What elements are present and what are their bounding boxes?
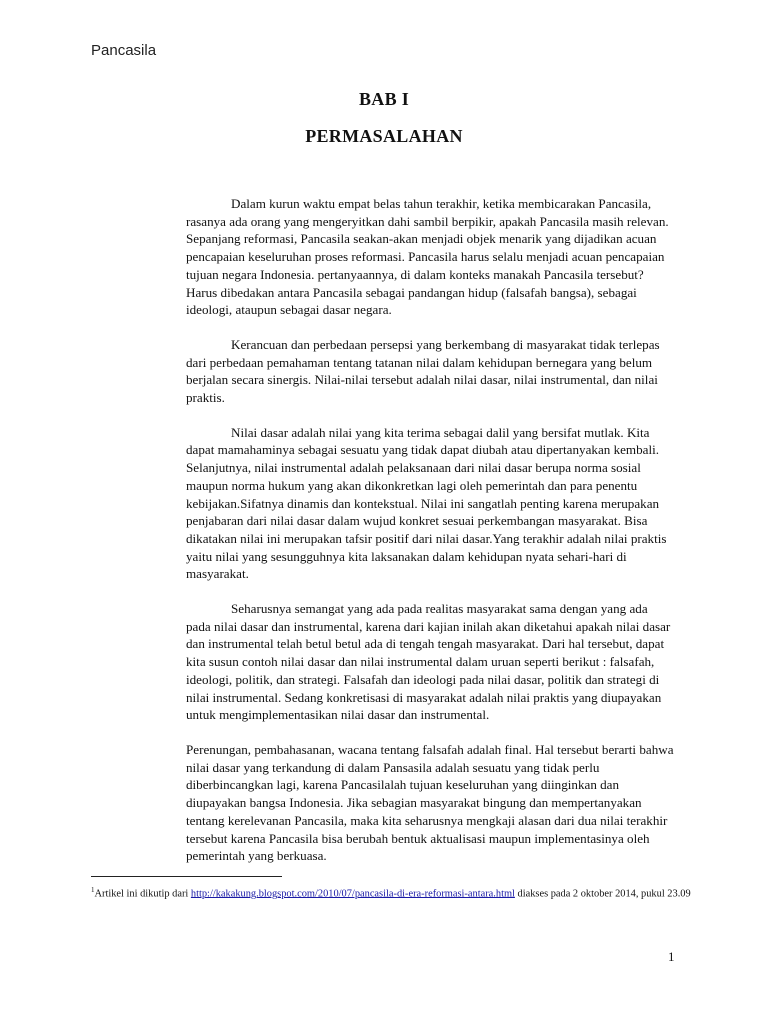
footnote-separator	[91, 876, 282, 877]
footnote-source-link[interactable]: http://kakakung.blogspot.com/2010/07/pancasila-di-era-reformasi-antara.html	[190, 888, 515, 900]
paragraph-2: Kerancuan dan perbedaan persepsi yang berkembang di masyarakat tidak terlepas dari perbedaan pemahaman tentang tatanan nilai dalam kehidupan bernegara yang belum berjalan secara sinergis. Nilai-nilai tersebut adalah nilai dasar, nilai instrumental, dan nilai praktis.	[186, 336, 660, 406]
footnote-marker: 1	[91, 886, 95, 894]
chapter-number: BAB I	[358, 89, 409, 109]
running-header: Pancasila	[91, 42, 157, 59]
footnote-suffix: diakses pada 2 oktober 2014, pukul 23.09	[514, 888, 691, 900]
body-text	[186, 195, 674, 882]
footnote-prefix: Artikel ini dikutip dari	[94, 888, 191, 900]
footnote	[91, 883, 691, 901]
paragraph-3: Nilai dasar adalah nilai yang kita terima sebagai dalil yang bersifat mutlak. Kita dapat mamahaminya sebagai sesuatu yang tidak dapat diubah atau dipertanyakan kembali. Selanjutnya, nilai instrumental adalah pelaksanaan dari nilai dasar berupa norma sosial maupun norma hukum yang akan dikonkretkan lagi oleh pemerintah dan para penentu kebijakan.Sifatnya dinamis dan kontekstual. Nilai ini sangatlah penting karena merupakan penjabaran dari nilai dasar dalam wujud konkret sesuai perkembangan masyarakat. Bisa dikatakan nilai ini merupakan tafsir positif dari nilai dasar.Yang terakhir adalah nilai praktis yaitu nilai yang sesungguhnya kita laksanakan dalam kehidupan nyata sehari-hari di masyarakat.	[186, 424, 667, 582]
paragraph-1: Dalam kurun waktu empat belas tahun terakhir, ketika membicarakan Pancasila, rasanya ada orang yang mengeryitkan dahi sambil berpikir, apakah Pancasila masih relevan. Sepanjang reformasi, Pancasila seakan-akan menjadi objek menarik yang dijadikan acuan pencapaian keseluruhan proses reformasi. Pancasila harus selalu menjadi acuan pencapaian tujuan negara Indonesia. pertanyaannya, di dalam konteks manakah Pancasila tersebut? Harus dibedakan antara Pancasila sebagai pandangan hidup (falsafah bangsa), sebagai ideologi, ataupun sebagai dasar negara.	[186, 196, 669, 318]
chapter-title: PERMASALAHAN	[305, 126, 463, 146]
paragraph-4: Seharusnya semangat yang ada pada realitas masyarakat sama dengan yang ada pada nilai dasar dan instrumental, karena dari kajian inilah akan diketahui apakah nilai dasar dan instrumental telah betul betul ada di tengah tengah masyarakat. Dari hal tersebut, dapat kita susun contoh nilai dasar dan nilai instrumental dalam uruan seperti berikut : falsafah, ideologi, politik, dan strategi. Falsafah dan ideologi pada nilai dasar, politik dan strategi di nilai instrumental. Sedang konkretisasi di masyarakat adalah nilai praktis yang diupayakan untuk mengimplementasikan nilai dasar dan instrumental.	[186, 601, 671, 723]
page-number: 1	[668, 949, 675, 964]
paragraph-5: Perenungan, pembahasanan, wacana tentang falsafah adalah final. Hal tersebut berarti bahwa nilai dasar yang terkandung di dalam Pansasila adalah sesuatu yang tidak perlu diberbincangkan lagi, karena Pancasilalah tujuan keseluruhan yang diinginkan dan diupayakan bangsa Indonesia. Jika sebagian masyarakat bingung dan mempertanyakan tentang kerelevanan Pancasila, maka kita seharusnya mengkaji alasan dari dua nilai terakhir tersebut karena Pancasila bisa berubah bentuk aktualisasi maupun implementasinya oleh pemerintah yang berkuasa.	[186, 741, 674, 864]
